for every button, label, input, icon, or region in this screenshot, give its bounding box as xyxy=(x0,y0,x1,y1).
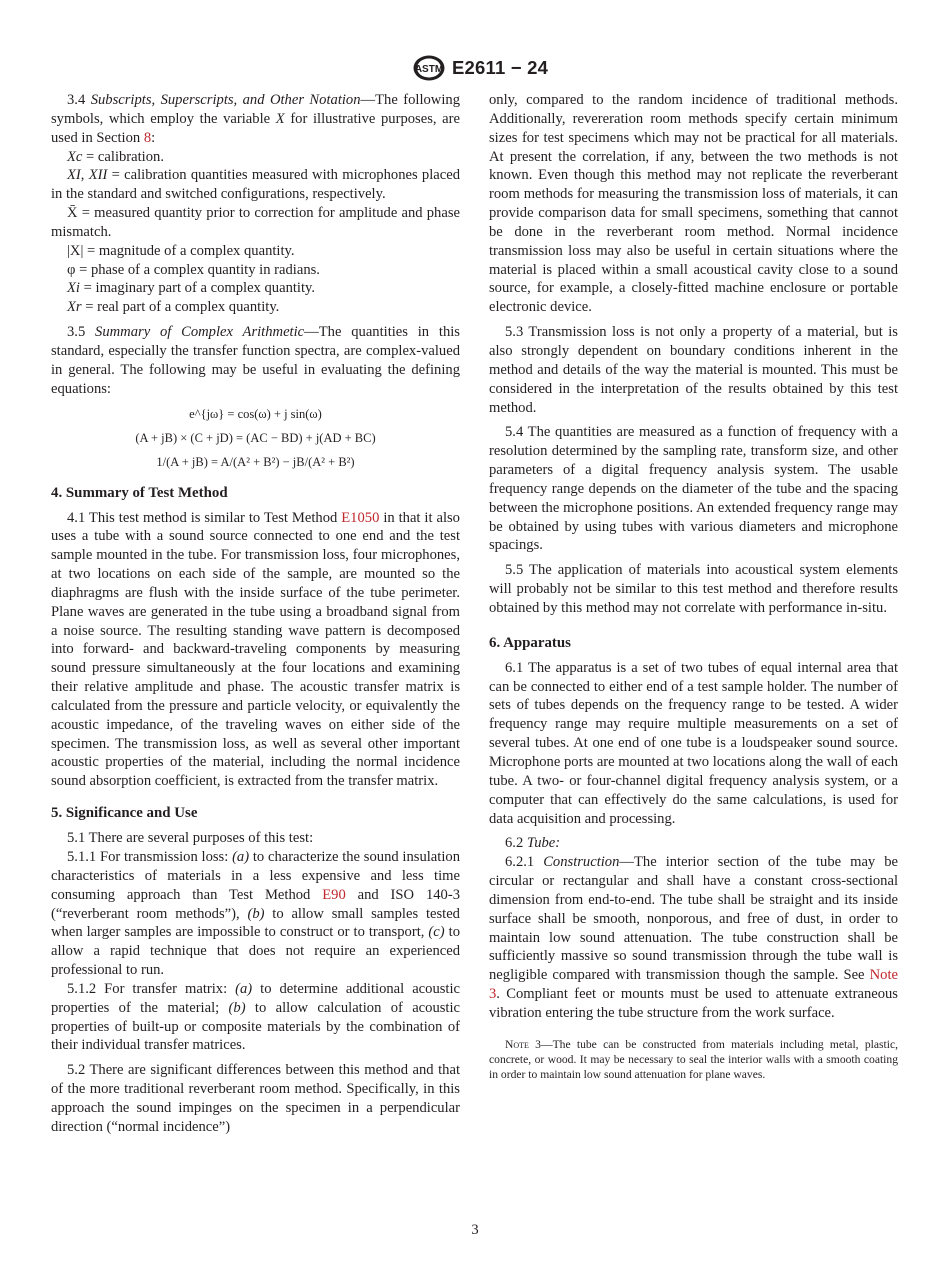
section-6-heading: 6. Apparatus xyxy=(489,634,571,651)
definition-phase: φ = phase of a complex quantity in radians. xyxy=(67,261,320,278)
section-4-heading: 4. Summary of Test Method xyxy=(51,484,228,501)
equation-product: (A + jB) × (C + jD) = (AC − BD) + j(AD + BC) xyxy=(135,430,376,445)
section-6-2-1: 6.2.1 Construction—The interior section of the tube may be circular or rectangular and shall have a constant cross-sectional dimension from end-to-end. The tube shall be straight and its inside surface shall be smooth, nonporous, and free of dust, in order to maintain low sound attenuation. The tube construction shall be sufficiently massive so sound transmission through the tube wall is negligible compared with transmission though the sample. See Note 3. Compliant feet or mounts must be used to attenuate extraneous vibration entering the tube structure from the work surface. xyxy=(489,854,898,1021)
section-5-3: 5.3 Transmission loss is not only a property of a material, but is also strongly dependent on boundary conditions inherent in the method and details of the way the material is mounted. This must be considered in the interpretation of the results obtained by this test method. xyxy=(489,324,898,416)
equation-euler: e^{jω} = cos(ω) + j sin(ω) xyxy=(189,406,322,421)
section-6-1: 6.1 The apparatus is a set of two tubes of equal internal area that can be connected to either end of a test sample holder. The number of sets of tubes depends on the frequency range to be tested. A wider frequency range may require multiple measurements on a set of several tubes. At one end of one tube is a loudspeaker sound source. Microphone ports are mounted at two locations along the wall of each tube. A two- or four-channel digital frequency analysis system, or a computer that can effectively do the same calculations, is used for data acquisition and processing. xyxy=(489,659,898,827)
equation-reciprocal: 1/(A + jB) = A/(A² + B²) − jB/(A² + B²) xyxy=(156,454,355,469)
note-3-link[interactable]: Note 3 xyxy=(489,967,898,1003)
section-5-heading: 5. Significance and Use xyxy=(51,805,198,822)
section-5-5: 5.5 The application of materials into acoustical system elements will probably not be similar to this test method and therefore results obtained by this method may not correlate with performance in-situ. xyxy=(489,562,898,616)
left-column xyxy=(51,91,460,1137)
definition-xc: Xc = calibration. xyxy=(67,148,164,165)
section-5-2-continued: only, compared to the random incidence of traditional methods. Additionally, revereration room methods specify certain minimum sizes for test specimens which may not be practical for all materials. At present the correlation, if any, between the two methods is not known. Even though this method may not replicate the reverberant room methods for measuring the transmission loss of materials, it can provide comparison data for small specimens, something that cannot be done in the reverberant room method. Normal incidence transmission loss may also be useful in certain situations where the material is placed within a small acoustical cavity close to a sound source, for example, a closely-fitted machine enclosure or portable electronic device. xyxy=(489,92,898,316)
section-3-4: 3.4 Subscripts, Superscripts, and Other Notation—The following symbols, which employ the variable X for illustrative purposes, are used in Section 8: xyxy=(51,92,460,146)
definition-real: Xr = real part of a complex quantity. xyxy=(67,299,280,316)
section-5-1: 5.1 There are several purposes of this test: xyxy=(67,830,314,847)
page-number: 3 xyxy=(471,1222,479,1238)
definition-magnitude: |X| = magnitude of a complex quantity. xyxy=(67,242,295,259)
section-3-5: 3.5 Summary of Complex Arithmetic—The quantities in this standard, especially the transfer function spectra, are complex-valued in general. The following may be useful in evaluating the defining equations: xyxy=(51,324,460,397)
equation-block xyxy=(51,402,460,474)
page-header xyxy=(0,54,950,84)
section-5-4: 5.4 The quantities are measured as a function of frequency with a resolution determined by the sampling rate, transform size, and other parameters of a digital frequency analysis system. The usable frequency range depends on the diameter of the tube and the spacing between the microphone positions. An extended frequency range may be obtained by using tubes with various diameters and microphone spacings. xyxy=(489,424,898,554)
note-3: Note 3—The tube can be constructed from materials including metal, plastic, concrete, or wood. It may be necessary to seal the interior walls with a smooth coating in order to maintain low sound attenuation for plane waves. xyxy=(489,1037,898,1082)
section-5-1-1: 5.1.1 For transmission loss: (a) to characterize the sound insulation characteristics of materials in a less expensive and less time consuming approach than Test Method E90 and ISO 140-3 (“reverberant room methods”), (b) to allow small samples tested when larger samples are impossible to construct or to transport, (c) to allow a rapid technique that does not require an experienced professional to run. xyxy=(51,849,460,979)
section-5-1-2: 5.1.2 For transfer matrix: (a) to determine additional acoustic properties of the material; (b) to allow calculation of acoustic properties of built-up or composite materials by the combination of their individual transfer matrices. xyxy=(51,980,461,1054)
section-6-2: 6.2 Tube: xyxy=(505,835,561,852)
e1050-link[interactable]: E1050 xyxy=(341,509,380,526)
section-4-1: 4.1 This test method is similar to Test Method E1050 in that it also uses a tube with a sound source connected to one end and the test sample mounted in the tube. For transmission loss, four microphones, at two locations on each side of the sample, are mounted so the diaphragms are flush with the inside surface of the tube perimeter. Plane waves are generated in the tube using a broadband signal from a noise source. The resulting standing wave pattern is decomposed into forward- and backward-traveling components by measuring sound pressure simultaneously at the four locations and examining their relative amplitude and phase. The acoustic transfer matrix is calculated from the pressure and particle velocity, or equivalently the acoustic impedance, of the traveling waves on either side of the specimen. The transmission loss, as well as several other important acoustic properties of the material, including the normal incidence sound absorption coefficient, is extracted from the transfer matrix. xyxy=(51,509,460,790)
definition-x-bar: X̄ = measured quantity prior to correction for amplitude and phase mismatch. xyxy=(51,205,460,240)
e90-link[interactable]: E90 xyxy=(322,886,346,903)
svg-text:ASTM: ASTM xyxy=(414,64,444,75)
definition-imaginary: Xi = imaginary part of a complex quantity. xyxy=(67,280,316,297)
right-column xyxy=(489,91,898,1082)
section-5-2: 5.2 There are significant differences between this method and that of the more traditional reverberant room method. Specifically, in this approach the sound impinges on the specimen in a perpendicular direction (“normal incidence”) xyxy=(51,1062,460,1135)
astm-logo-icon xyxy=(412,54,446,82)
definition-xi-xii: XI, XII = calibration quantities measured with microphones placed in the standard and switched configurations, respectively. xyxy=(51,167,461,203)
standard-designation: E2611 − 24 xyxy=(452,57,549,78)
section-8-link[interactable]: 8 xyxy=(143,129,152,146)
